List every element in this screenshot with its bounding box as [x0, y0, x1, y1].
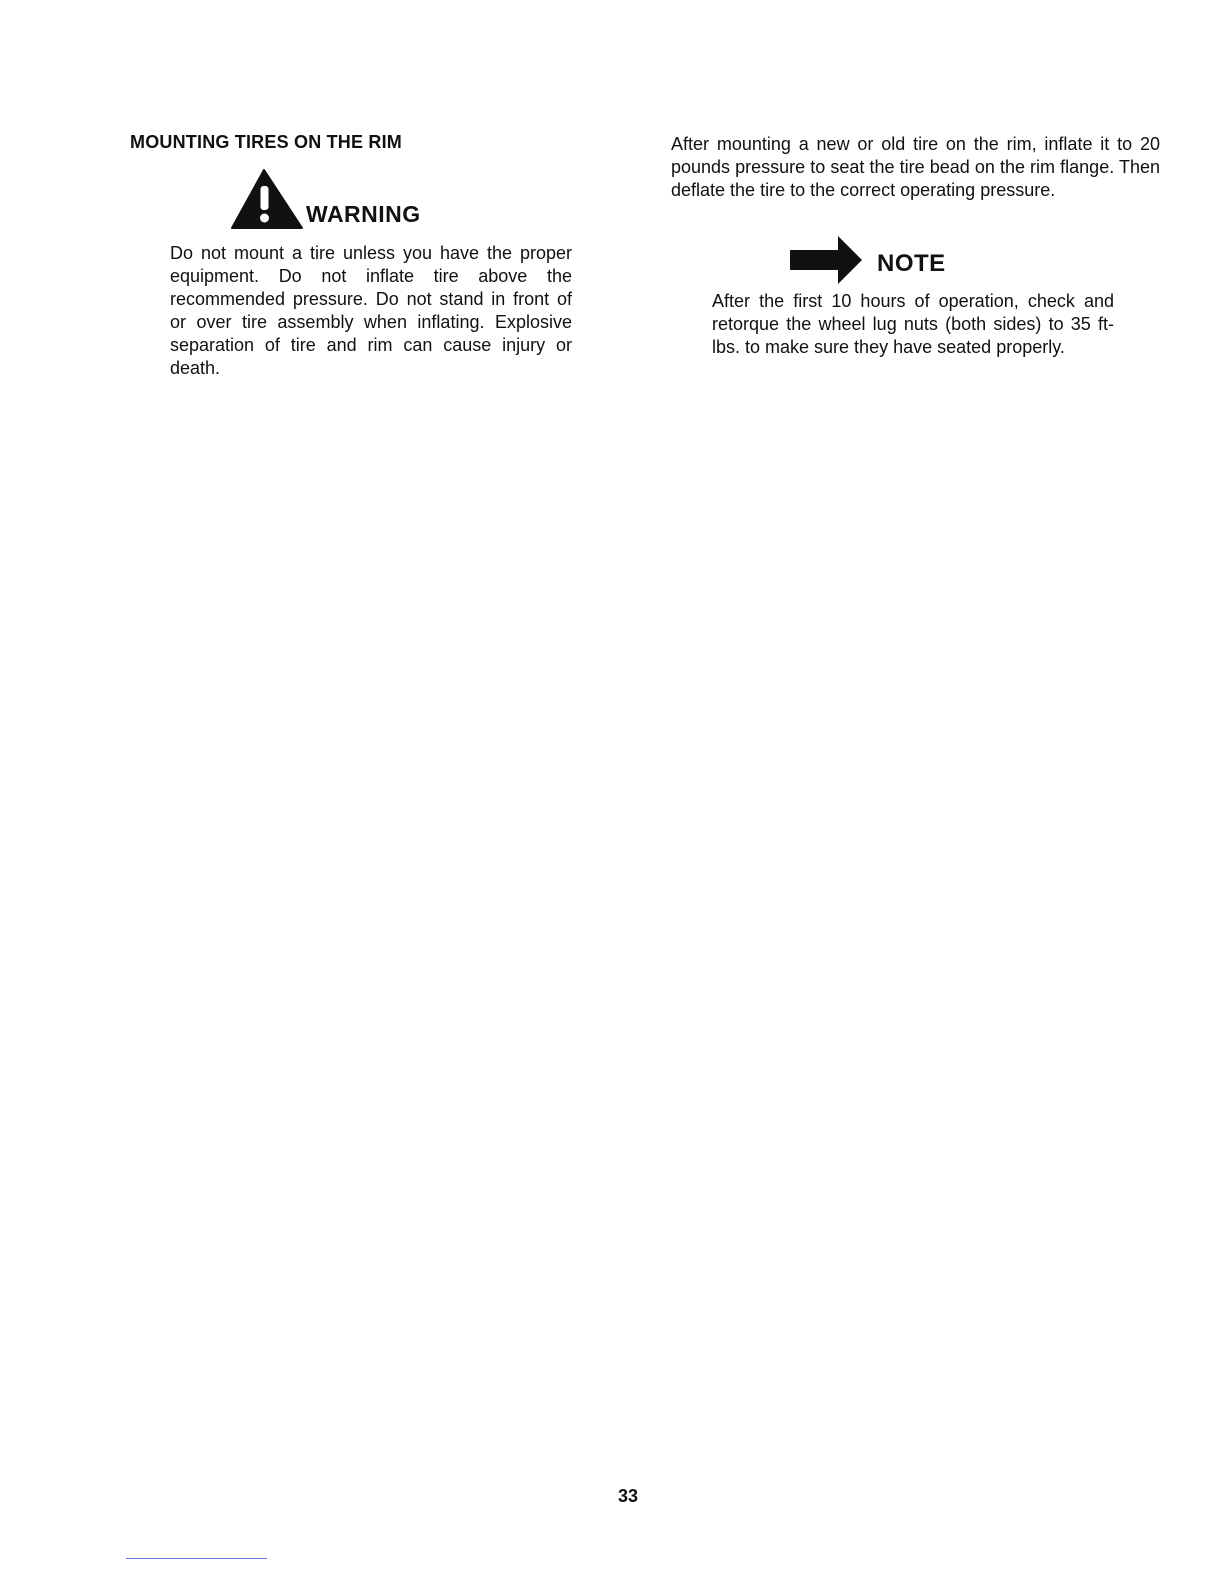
warning-text [170, 242, 572, 380]
footer-rule [126, 1558, 267, 1559]
note-line: and retorque the wheel lug nuts (both sides) [712, 291, 1114, 334]
warning-title: WARNING [306, 201, 421, 227]
warning-icon [230, 168, 306, 230]
note-line: to 35 ft-lbs. to make sure they have seated [712, 314, 1115, 357]
note-header [788, 234, 988, 286]
page-number: 33 [617, 1486, 639, 1506]
warning-line: front of or over tire assembly when inflating. [170, 289, 572, 332]
note-text [712, 290, 1114, 359]
right-arrow-icon [788, 234, 876, 286]
note-title: NOTE [877, 250, 946, 277]
section-heading: MOUNTING TIRES ON THE RIM [130, 132, 402, 152]
instruction-line: After mounting a new or old tire on the rim, inflate it to [671, 134, 1133, 154]
warning-line: proper equipment. Do not inflate tire above [170, 243, 572, 286]
instruction-line: flange. Then deflate the tire to the correct operating [671, 157, 1160, 200]
warning-header [230, 168, 490, 230]
inflation-instructions [671, 133, 1160, 202]
note-line: After the first 10 hours of operation, check [712, 291, 1075, 311]
warning-line: cause injury or death. [170, 335, 572, 378]
instruction-line: pressure. [980, 180, 1056, 200]
instruction-line: 20 pounds pressure to seat the tire bead on the rim [671, 134, 1160, 177]
warning-line: Do not mount a tire unless you have the [170, 243, 512, 263]
note-line: properly. [996, 337, 1065, 357]
warning-line: Explosive separation of tire and rim can [170, 312, 572, 355]
warning-line: the recommended pressure. Do not stand in [170, 266, 572, 309]
